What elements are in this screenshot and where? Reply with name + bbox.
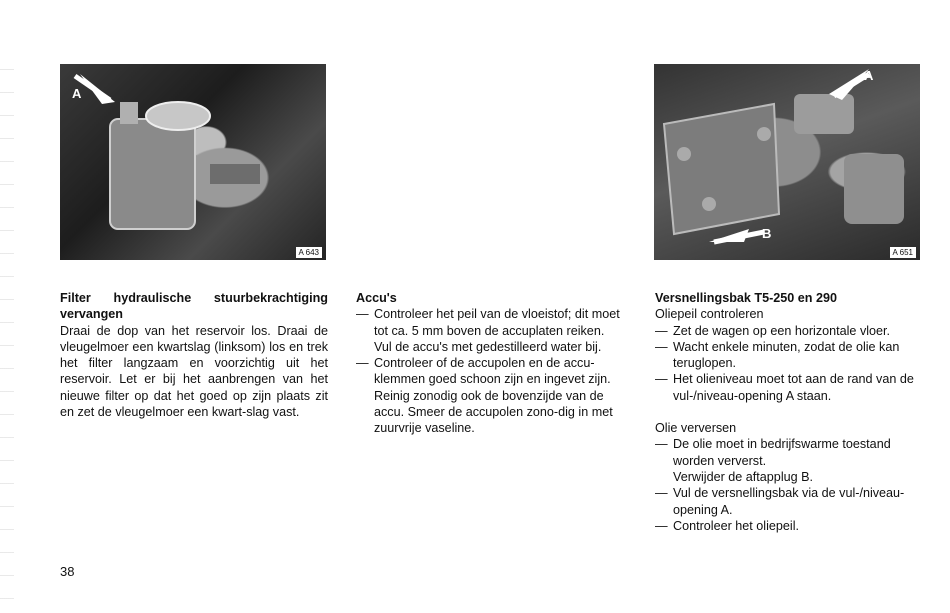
- margin-specks: [0, 60, 14, 600]
- label-a-right: A: [864, 68, 874, 83]
- list-item: — Wacht enkele minuten, zodat de olie kan teruglopen.: [655, 339, 925, 372]
- oil-change-list: [655, 436, 925, 534]
- photo-steering-reservoir: [60, 64, 326, 260]
- list-item: — Het olieniveau moet tot aan de rand van de vul-/niveau-opening A staan.: [655, 371, 925, 404]
- photo-gearbox: [654, 64, 920, 260]
- page-number: 38: [60, 564, 75, 579]
- section-heading: Filter hydraulische stuurbekrachtiging vervangen: [60, 291, 328, 322]
- figure-caption-left: A 643: [296, 247, 322, 258]
- list-item: — Vul de versnellingsbak via de vul-/niveau-opening A.: [655, 485, 925, 518]
- section-gearbox: [655, 290, 925, 534]
- subheading-change-oil: Olie verversen: [655, 421, 737, 436]
- section-heading: Versnellingsbak T5-250 en 290: [655, 291, 838, 305]
- list-item: — Zet de wagen op een horizontale vloer.: [655, 323, 925, 339]
- list-item-text: De olie moet in bedrijfswarme toestand worden ververst.: [673, 437, 891, 468]
- oil-check-list: [655, 323, 925, 404]
- section-body: Draai de dop van het reservoir los. Draai de vleugelmoer een kwartslag (linksom) los en trek het filter langzaam en voorzichtig uit het reservoir. Let er bij het aanbrengen van het nieuwe filter op dat het goed op zijn plaats zit en zet de vleugelmoer een kwart-slag vast.: [60, 323, 328, 420]
- list-item: — Controleer het oliepeil.: [655, 518, 925, 534]
- subheading-check-oil: Oliepeil controleren: [655, 307, 764, 322]
- gearbox-illustration: [654, 64, 920, 260]
- list-item: — Controleer het peil van de vloeistof; dit moet tot ca. 5 mm boven de accuplaten reiken. Vul de accu's met gedestilleerd water bij.: [356, 306, 624, 355]
- section-steering-filter: [60, 290, 328, 420]
- list-item: [655, 436, 925, 485]
- battery-steps-list: [356, 306, 624, 436]
- reservoir-illustration: [60, 64, 326, 260]
- label-a: A: [72, 86, 82, 101]
- figure-caption-right: A 651: [890, 247, 916, 258]
- spacer: [655, 404, 925, 420]
- section-batteries: [356, 290, 624, 437]
- label-b-right: B: [762, 226, 772, 241]
- section-heading: Accu's: [356, 291, 397, 305]
- list-item: — Controleer of de accupolen en de accu-klemmen goed schoon zijn en ingevet zijn. Reinig zonodig ook de bovenzijde van de accu. Smeer de accupolen zono-dig in met zuurvrije vaseline.: [356, 355, 624, 436]
- list-item-extra: Verwijder de aftapplug B.: [673, 469, 814, 484]
